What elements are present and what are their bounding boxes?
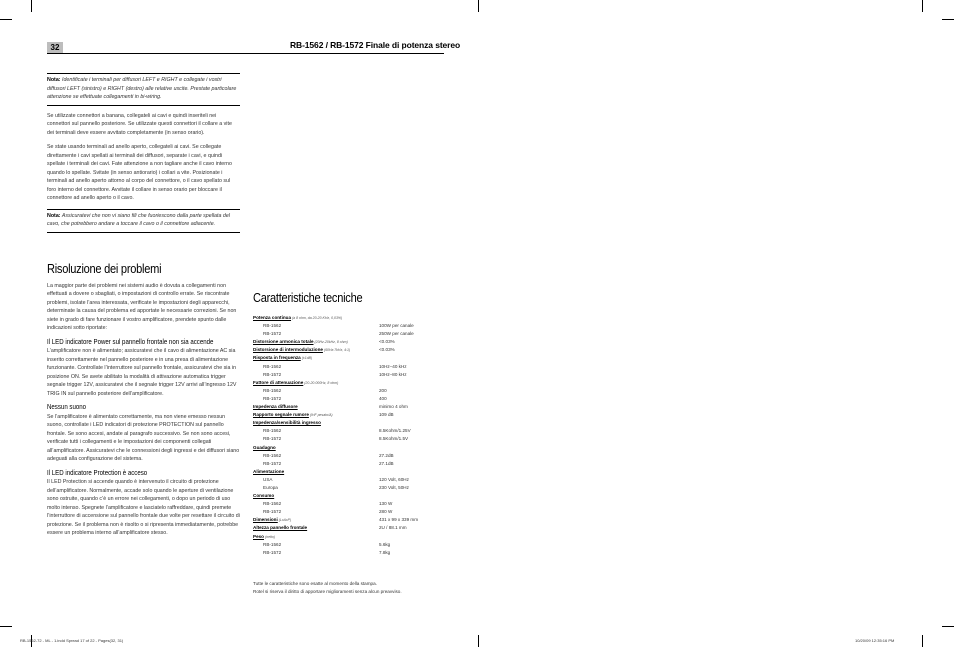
specs-title-wrap [253,290,382,305]
spec-label-text: RB-1572 [263,460,282,466]
spec-label [253,363,379,371]
spec-row [253,330,453,338]
section-title: Risoluzione dei problemi [47,261,162,276]
spec-value: 2U / 88.1 mm [379,525,407,531]
spec-label-text: Europa [263,484,278,490]
spec-row [253,314,453,322]
spec-label-text: Rapporto segnale rumore [253,412,309,418]
spec-value: 7.8kg [379,549,391,555]
section-title: Caratteristiche tecniche [253,290,363,305]
page-number: 32 [47,42,63,54]
crop-mark [922,0,923,12]
spec-label [253,533,379,541]
spec-label-text: RB-1562 [263,501,282,507]
spec-row [253,427,453,435]
footnote-line: Rotel si riserva il diritto di apportare miglioramenti senza alcun preavviso. [253,589,402,594]
spec-label-text: RB-1572 [263,395,282,401]
spec-label [253,379,379,387]
crop-mark [478,635,479,647]
spec-value: 431 x 99 x 339 mm [379,517,419,523]
spec-label-text: Fattore di attenuazione [253,379,304,385]
spec-label-text: RB-1572 [263,436,282,442]
spec-label-text: RB-1562 [263,541,282,547]
spec-row [253,387,453,395]
spec-label [253,541,379,549]
specs-footnote [253,580,402,596]
spec-condition: (20Hz-20kHz, 8 ohm) [313,340,348,345]
spec-condition: (LxAxP) [277,518,292,523]
spec-label [253,427,379,435]
spec-value: 27.1dB [379,460,394,466]
spec-value: 130 W [379,501,393,507]
spec-row [253,395,453,403]
spec-label-text: Distorsione di intermodulazione [253,347,323,353]
spec-value: 109 dB [379,412,394,418]
spec-label [253,322,379,330]
spec-value: 8.5Kohm/1.5V [379,436,409,442]
note-box [47,209,240,233]
spec-label-text: Dimensioni [253,517,278,523]
spec-label-text: RB-1572 [263,371,282,377]
spec-row [253,322,453,330]
spec-label-text: RB-1572 [263,549,282,555]
spec-condition: (60Hz:7kHz, 4:1) [322,348,351,353]
spec-row [253,516,453,524]
spec-row [253,533,453,541]
spec-label [253,516,379,524]
spec-row [253,411,453,419]
spec-row [253,452,453,460]
spec-label-text: Distorsione armonica totale [253,339,314,345]
spec-value: <0.03% [379,347,395,353]
spec-label-text: Impedenza diffusore [253,404,298,410]
paragraph: L’amplificatore non è alimentato; assicuratevi che il cavo di alimentazione AC sia inserito correttamente nel pannello posteriore e in una presa di alimentazione funzionante. Controllate l’interruttore sul pannello frontale, assicuratevi che sia in posizione ON. Se avete abilitato la modalità di attivazione automatica trigger segnale trigger 12V, assicuratevi che il segnale trigger 12V arrivi all’ingresso 12V TRIG IN sul pannello posteriore dell’amplificatore. [47,348,237,397]
spec-value: 100W per canale [379,323,414,329]
spec-row [253,492,453,500]
spec-row [253,354,453,362]
spec-label-text: Potenza continua [253,315,292,320]
spec-label [253,314,379,322]
spec-label-text: RB-1562 [263,452,282,458]
spec-row [253,476,453,484]
spec-label [253,371,379,379]
spec-value: <0.03% [379,339,395,345]
crop-mark [0,626,12,627]
spec-value: minimo 4 ohm [379,404,408,410]
footnote-line: Tutte le caratteristiche sono esatte al momento della stampa. [253,581,377,586]
spec-value: 400 [379,395,387,401]
spec-row [253,549,453,557]
spec-label [253,346,379,354]
spec-label [253,476,379,484]
page-title: RB-1562 / RB-1572 Finale di potenza stereo [290,40,461,50]
spec-label-text: Alimentazione [253,468,285,474]
spec-row [253,541,453,549]
spec-row [253,419,453,427]
spec-label [253,484,379,492]
spec-label-text: RB-1572 [263,331,282,337]
spec-value: 27.2dB [379,452,394,458]
spec-label [253,419,379,427]
spec-label [253,403,379,411]
crop-mark [942,626,954,627]
spec-label-text: RB-1562 [263,323,282,329]
spec-value: 10Hz–40 kHz [379,363,407,369]
spec-condition: (±1dB) [300,356,313,361]
spec-row [253,468,453,476]
timestamp-slug: 10/20/09 12:35:16 PM [855,638,895,643]
troubleshooting-section [47,261,240,538]
spec-label-text: Altezza pannello frontale [253,525,308,531]
spec-label [253,338,379,346]
paragraph: Il LED Protection si accende quando è intervenuto il circuito di protezione dell’amplificatore. Normalmente, accade solo quando le aperture di ventilazione sono ostruite, quando c’è un errore nei collegamenti, o dopo un periodo di uso molto intenso. Spegnete l’amplificatore e lasciatelo raffreddare, quindi premete l’interruttore di accensione sul pannello frontale due volte per resettare il circuito di protezione. Se il problema non è risolto o si ripresenta immediatamente, potrebbe essere un problema interno all’amplificatore stesso. [47,479,240,536]
crop-mark [942,19,954,20]
spec-row [253,444,453,452]
crop-mark [0,19,12,20]
crop-mark [31,0,32,12]
spec-condition: (netto) [263,534,276,539]
spec-value: 200 [379,387,387,393]
spec-row [253,500,453,508]
spec-value: 10Hz–80 kHz [379,371,407,377]
spec-row [253,379,453,387]
spec-label [253,460,379,468]
note-box [47,73,240,106]
paragraph: Se utilizzate connettori a banana, collegateli ai cavi e quindi inseriteli nei connettori sul pannello posteriore. Se utilizzate questi connettori il collare a vite dei terminali deve essere avvitato completamente (in senso orario). [47,112,232,136]
spec-row [253,371,453,379]
spec-label [253,549,379,557]
spec-row [253,346,453,354]
spec-label [253,411,379,419]
spec-label [253,468,379,476]
spec-label-text: USA [263,476,273,482]
subsection-heading: Nessun suono [47,402,87,411]
spec-condition: (IHF pesato/A) [308,413,333,418]
note-text: Identificate i terminali per diffusori LEFT e RIGHT e collegate i vostri diffusori LEFT (sinistro) e RIGHT (destro) alle relative uscite. Prestate particolare attenzione se effettuate collegamenti in bi-wiring. [47,77,237,100]
left-column [47,73,240,233]
spec-label-text: Guadagno [253,444,276,450]
spec-label-text: RB-1562 [263,363,282,369]
spec-label-text: RB-1562 [263,428,282,434]
spec-row [253,460,453,468]
note-label: Nota: [47,212,61,219]
spec-row [253,363,453,371]
spec-row [253,484,453,492]
paragraph: La maggior parte dei problemi nei sistemi audio è dovuta a collegamenti non effettuati a dovere o sbagliati, o impostazioni di controllo errate. Se riscontrate problemi, isolate l’area interessata, verificate le impostazioni degli apparecchi, determinate la causa del problema ed apportate le necessarie correzioni. Se non siete in grado di fare funzionare il vostro amplificatore, prendete spunto dalle indicazioni sotto riportate: [47,282,237,331]
spec-value: 120 Volt, 60Hz [379,476,409,482]
header-divider [47,53,444,54]
spec-label-text: Peso [253,533,264,539]
spec-row [253,338,453,346]
subsection-heading: Il LED indicatore Power sul pannello frontale non sia accende [47,336,214,346]
spec-label-text: Risposta in frequenza [253,355,301,361]
spec-condition: (20-20.000Hz, 8 ohm) [303,380,339,385]
spec-row [253,524,453,532]
spec-label [253,444,379,452]
spec-label [253,354,379,362]
spec-label-text: RB-1562 [263,387,282,393]
spec-label-text: Impedenza/sensibilità ingresso [253,420,321,426]
spec-row [253,435,453,443]
spec-value: 5.6kg [379,541,391,547]
spec-label [253,524,379,532]
spec-label-text: Consumo [253,493,275,499]
spec-value: 280 W [379,509,393,515]
spec-label-text: RB-1572 [263,509,282,515]
spec-label [253,435,379,443]
spec-value: 230 Volt, 50Hz [379,484,409,490]
spec-label [253,500,379,508]
spec-row [253,508,453,516]
spec-value: 8.5Kohm/1.25V [379,428,411,434]
note-label: Nota: [47,77,61,83]
spec-condition: (a 8 ohm, da 20-20 KHz, 0,03%) [291,316,343,320]
specs-table [253,314,453,557]
spec-label [253,452,379,460]
spec-label [253,387,379,395]
crop-mark [922,635,923,647]
subsection-heading: Il LED indicatore Protection è acceso [47,467,148,477]
spec-row [253,403,453,411]
paragraph: Se state usando terminali ad anello aperto, collegateli ai cavi. Se collegate direttamente i cavi spellati ai terminali dei diffusori, separate i cavi, e quindi spellate i terminali dei cavi. Fate attenzione a non tagliare anche il cavo interno quando lo spellate. Svitate (in senso antiorario) i collari a vite. Posizionate i terminali ad anello aperto attorno al corpo del connettore, o il cavo spellato sul foro interno del connettore. Avvitate il collare in senso orario per bloccare il connettore ad anello aperto o il cavo. [47,144,232,201]
paragraph: Se l’amplificatore è alimentato correttamente, ma non viene emesso nessun suono, controllate i LED indicatori di protezione PROTECTION sul pannello frontale. Se sono accesi, andate al paragrafo successivo. Se non sono accesi, verificate tutti i collegamenti e le impostazioni dei componenti collegati all’amplificatore. Assicuratevi che le connessioni degli ingressi e dei diffusori siano adeguati alla configurazione del sistema. [47,413,240,462]
spec-value: 250W per canale [379,331,414,337]
file-slug: RB-1562-72 - ML - 1.indd Spread 17 of 22 - Pages(32, 31) [20,638,124,643]
spec-label [253,395,379,403]
spec-label [253,492,379,500]
spec-label [253,330,379,338]
crop-mark [478,0,479,12]
spec-label [253,508,379,516]
note-text: Assicuratevi che non vi siano fili che fuoriescono dalla parte spellata del cavo, che potrebbero andare a toccare il cavo o il connettore adiacente. [47,212,230,227]
